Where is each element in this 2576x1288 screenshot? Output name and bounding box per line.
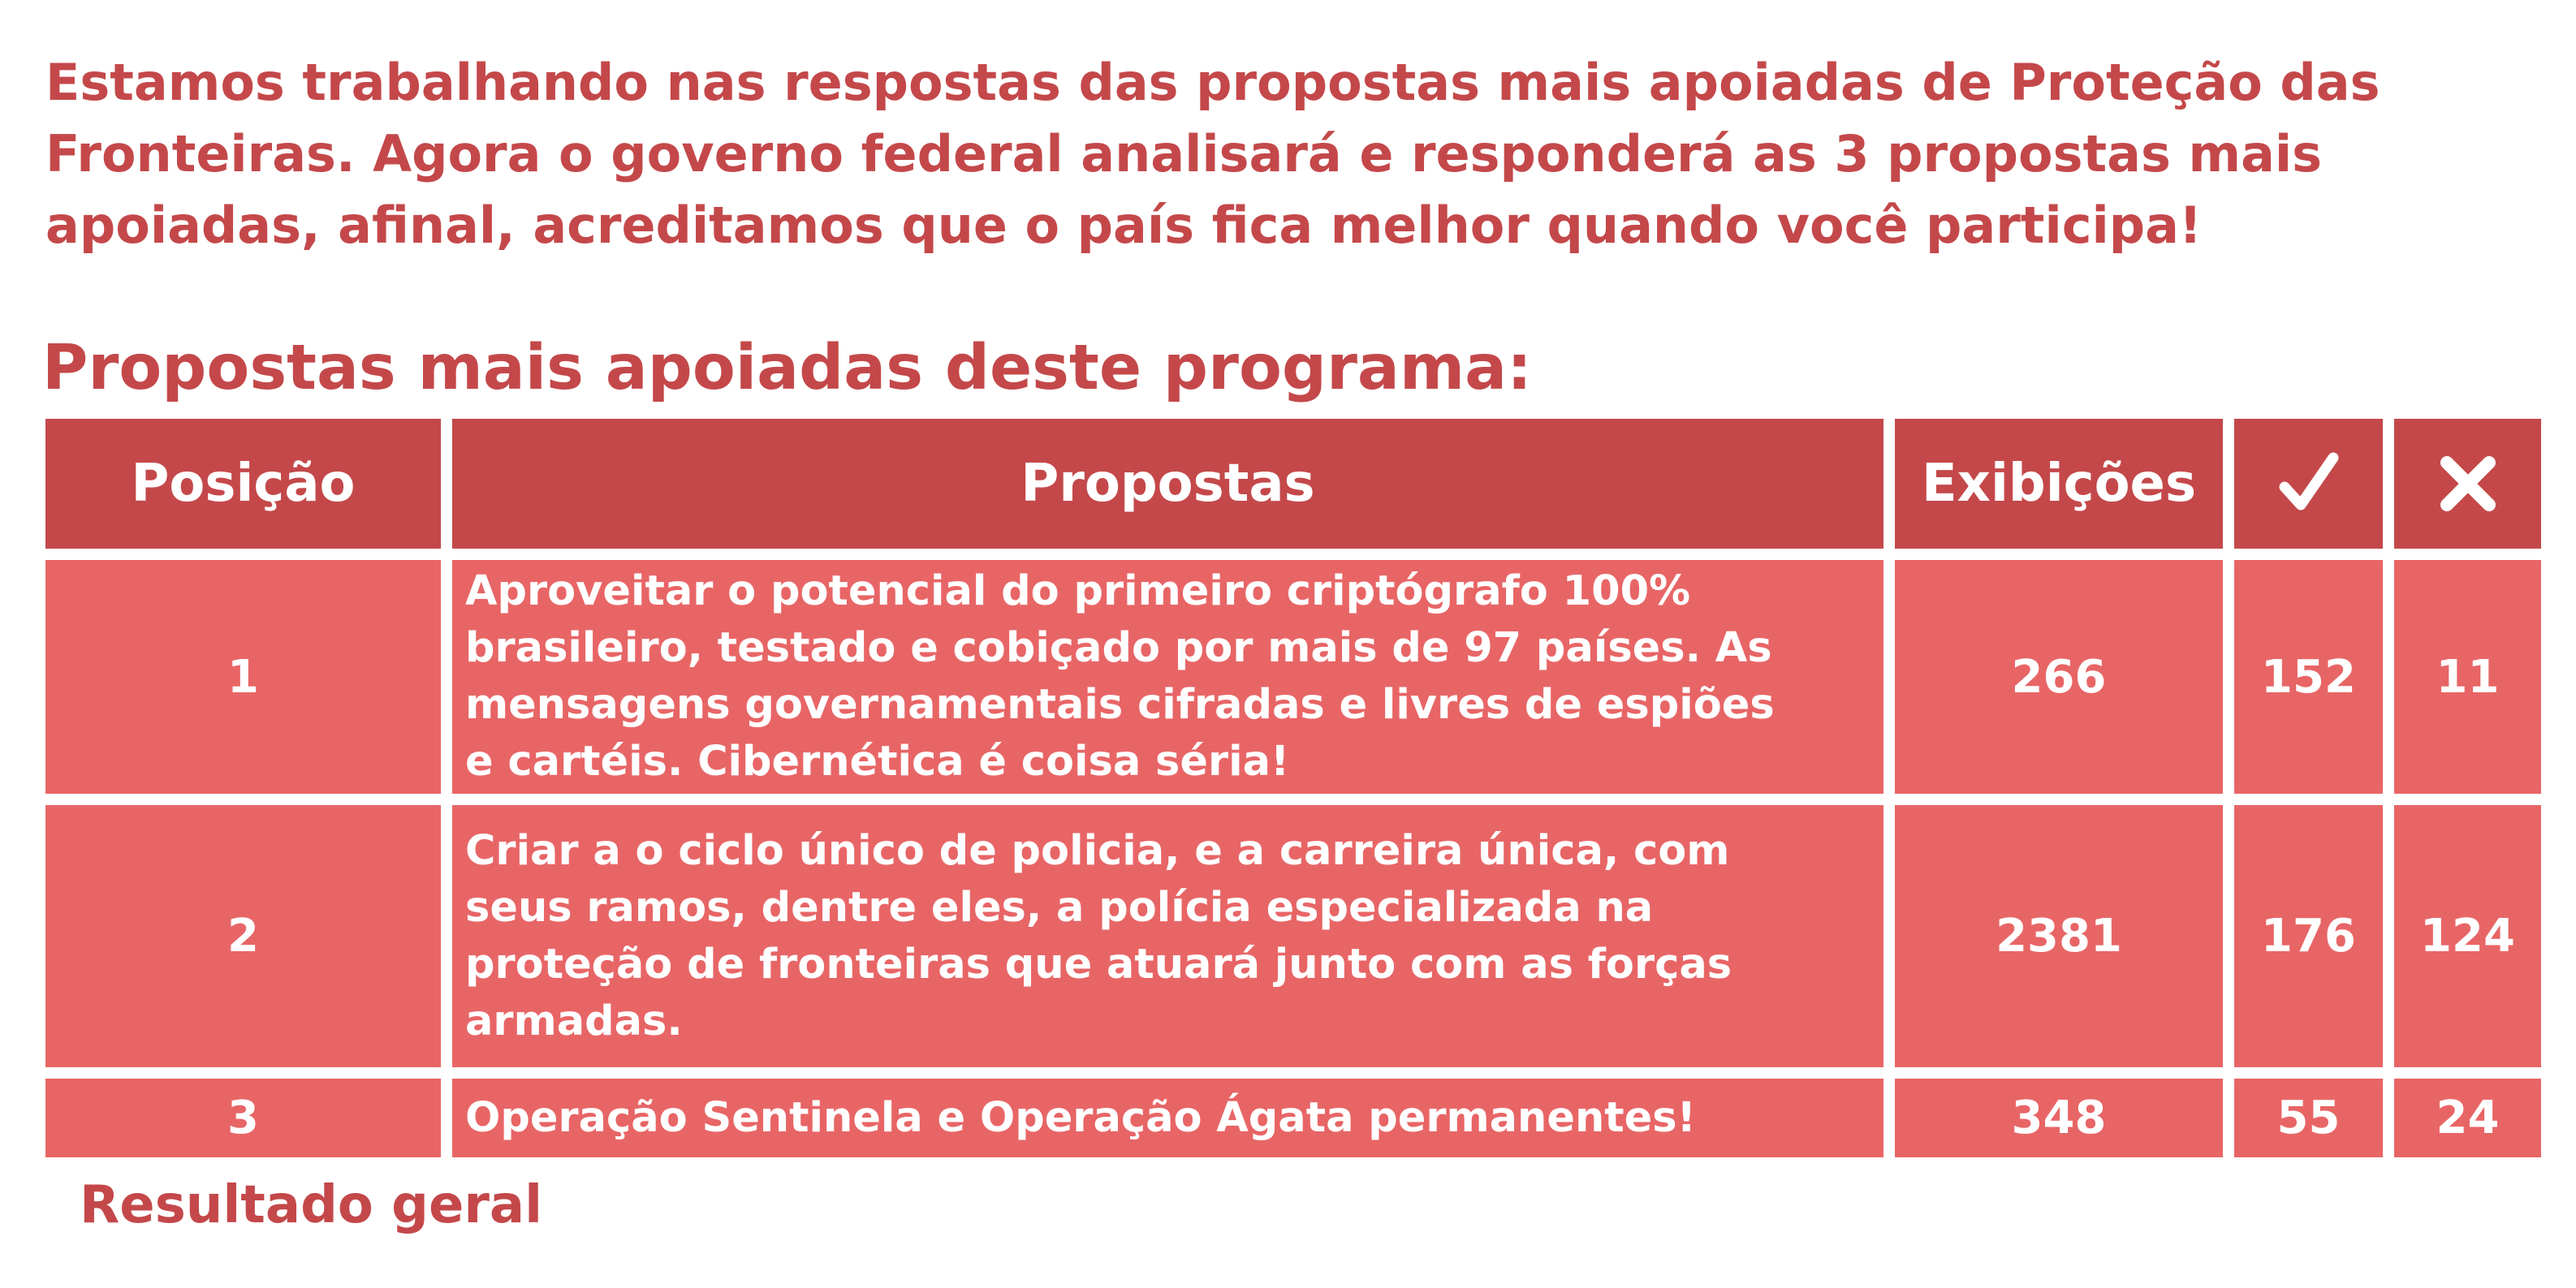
proposal-line: Criar a o ciclo único de policia, e a carreira única, com [465,826,1730,875]
header-approve [2234,419,2383,549]
row-1-position: 1 [45,560,441,794]
proposal-line: Operação Sentinela e Operação Ágata permanentes! [465,1093,1696,1142]
intro-line: Estamos trabalhando nas respostas das propostas mais apoiadas de Proteção das [45,53,2380,112]
header-proposals: Propostas [452,419,1883,549]
check-icon [2276,451,2341,516]
row-1-views: 266 [1895,560,2223,794]
intro-line: Fronteiras. Agora o governo federal analisará e responderá as 3 propostas mais [45,124,2323,183]
row-3-views: 348 [1895,1079,2223,1157]
proposal-line: armadas. [465,997,683,1045]
row-2-proposal [452,805,1883,1067]
row-3-approve: 55 [2234,1079,2383,1157]
proposals-table [45,419,2541,1156]
row-2-reject: 124 [2394,805,2541,1067]
proposal-line: seus ramos, dentre eles, a polícia especializada na [465,883,1654,932]
proposal-line: mensagens governamentais cifradas e livres de espiões [465,681,1775,729]
header-views: Exibições [1895,419,2223,549]
proposal-line: brasileiro, testado e cobiçado por mais de 97 países. As [465,624,1772,672]
proposal-line: proteção de fronteiras que atuará junto com as forças [465,940,1732,989]
x-icon [2436,451,2500,516]
row-3-proposal [452,1079,1883,1157]
row-1-approve: 152 [2234,560,2383,794]
proposal-line: e cartéis. Cibernética é coisa séria! [465,738,1290,786]
row-3-reject: 24 [2394,1079,2541,1157]
header-reject [2394,419,2541,549]
header-position: Posição [45,419,441,549]
row-1-reject: 11 [2394,560,2541,794]
intro-line: apoiadas, afinal, acreditamos que o país fica melhor quando você participa! [45,196,2203,255]
row-3-position: 3 [45,1079,441,1157]
row-2-views: 2381 [1895,805,2223,1067]
section-title: Propostas mais apoiadas deste programa: [42,332,1532,404]
row-2-approve: 176 [2234,805,2383,1067]
row-1-proposal [452,560,1883,794]
overall-result-link[interactable]: Resultado geral [80,1175,543,1235]
proposal-line: Aproveitar o potencial do primeiro criptógrafo 100% [465,567,1691,615]
intro-text [45,47,2530,261]
row-2-position: 2 [45,805,441,1067]
